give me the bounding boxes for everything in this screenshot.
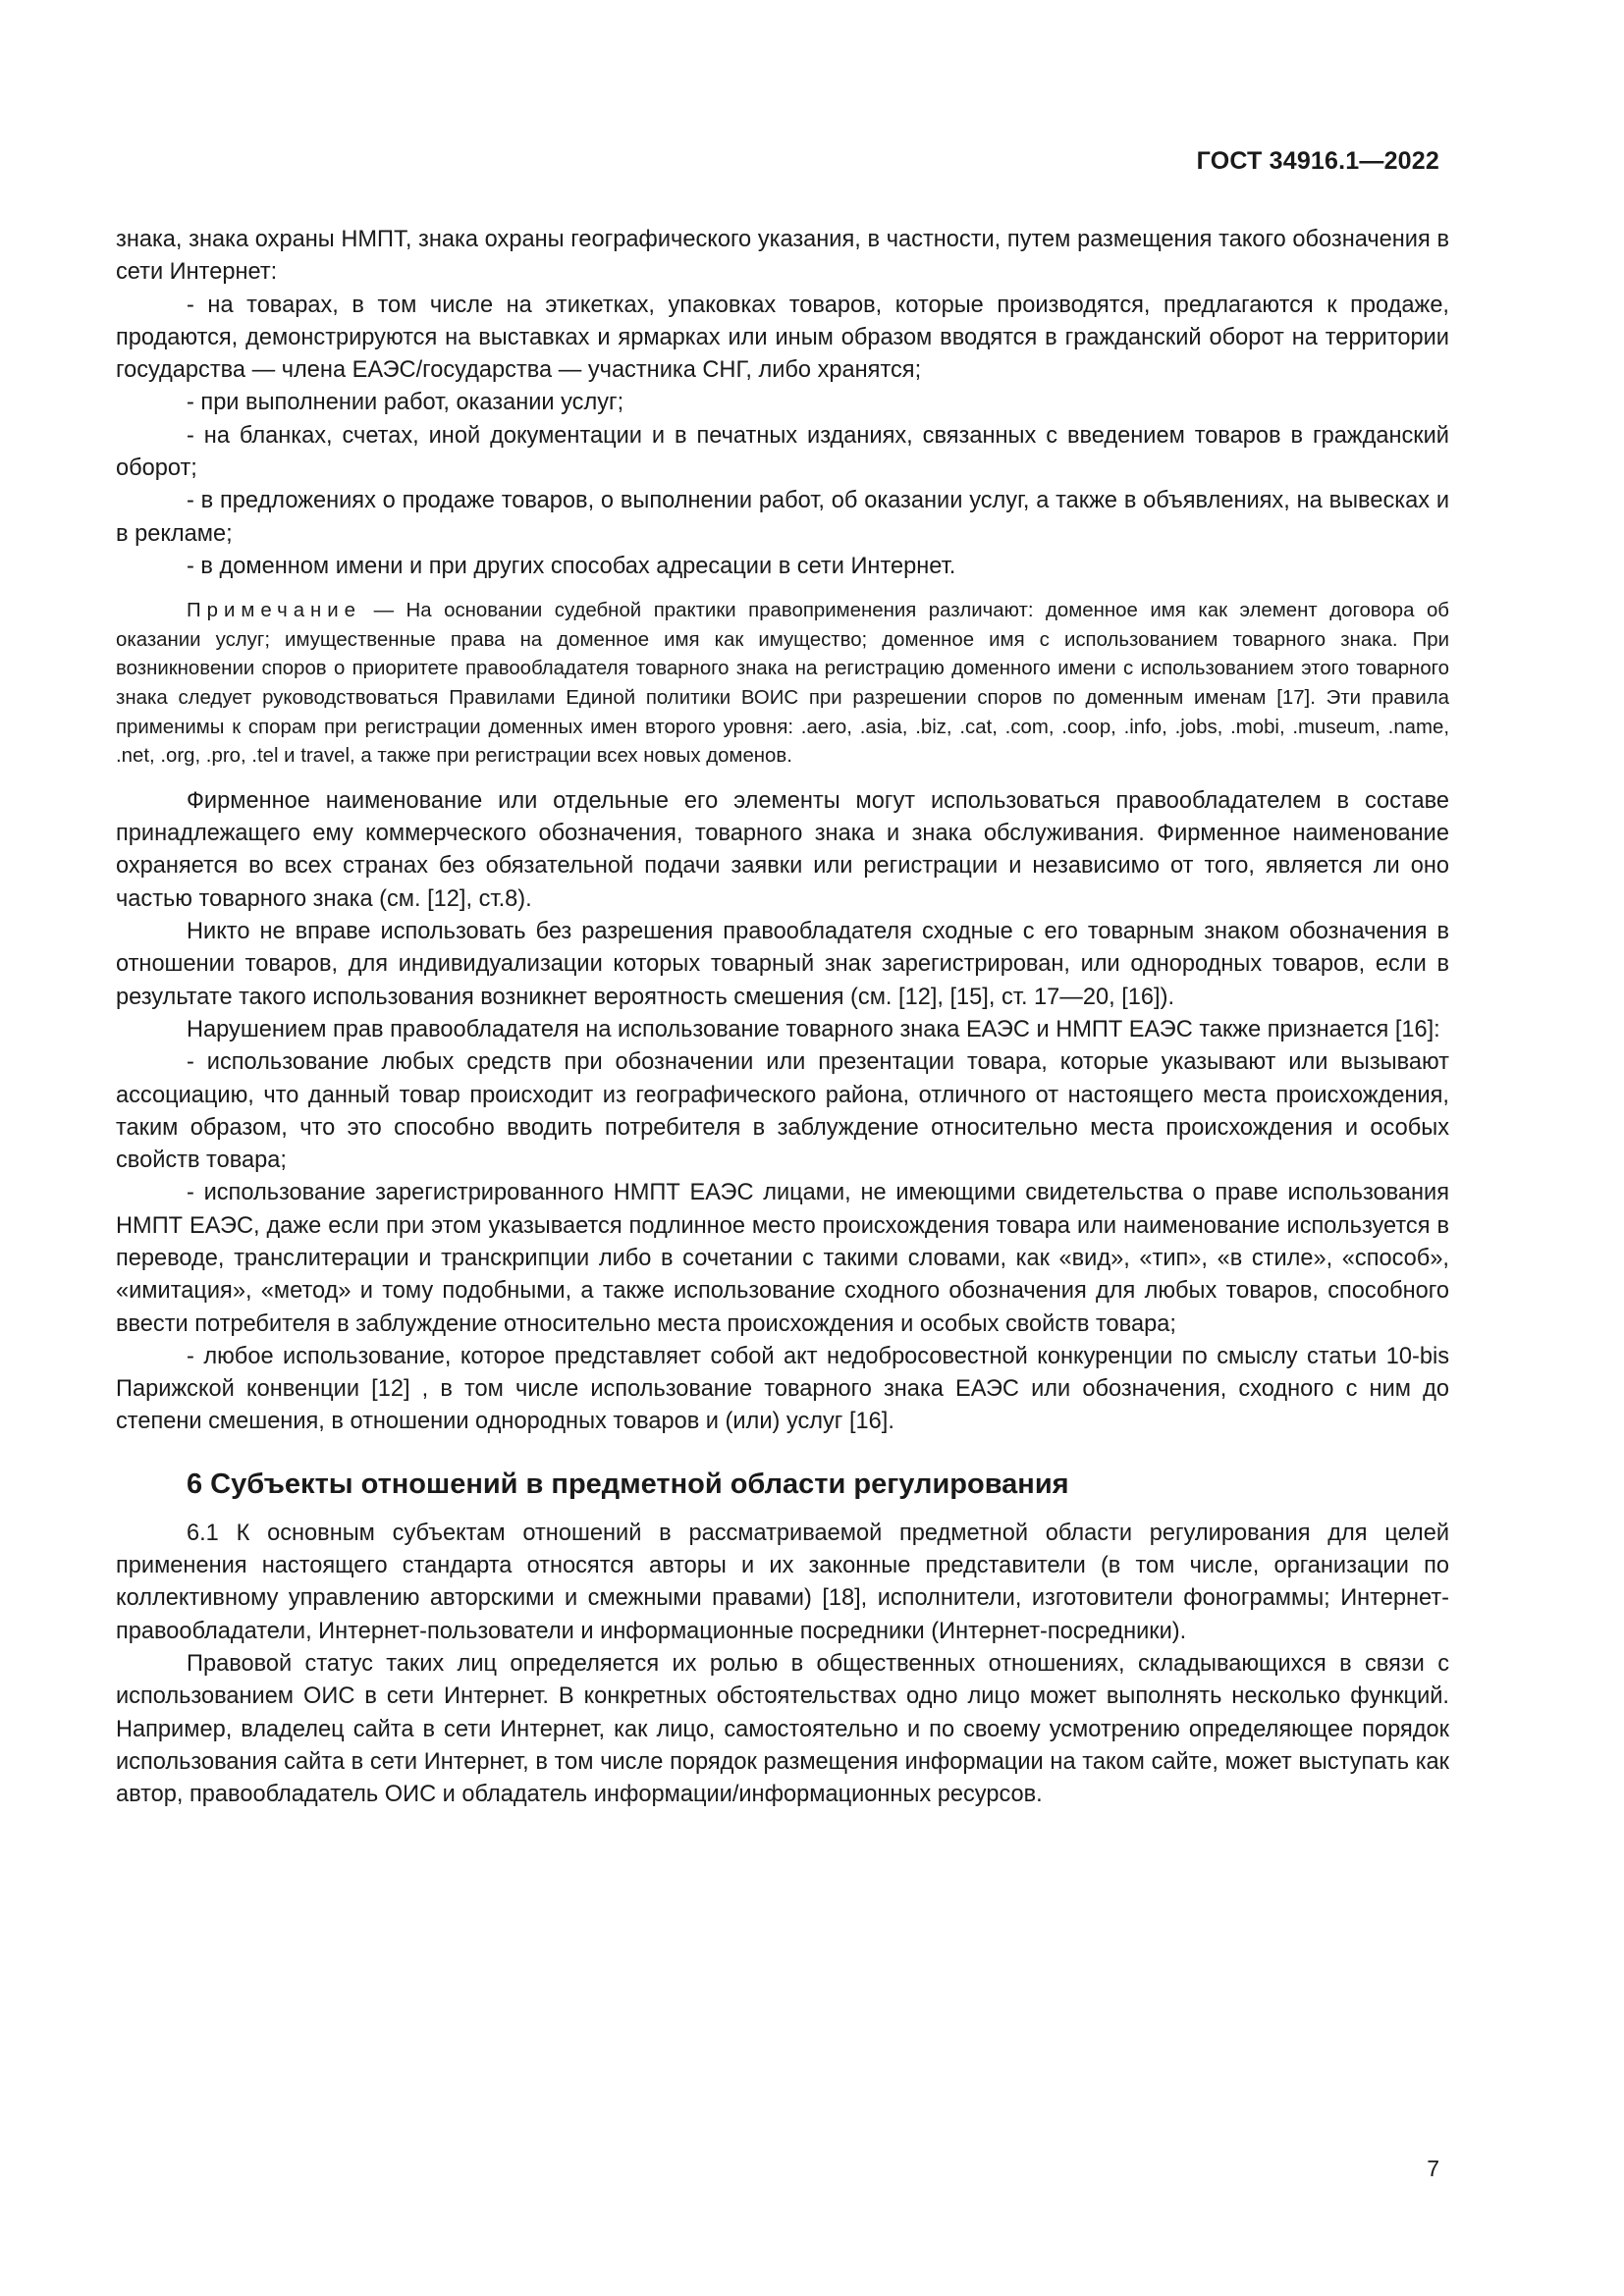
page-number: 7: [1427, 2156, 1439, 2181]
paragraph: Нарушением прав правообладателя на использование товарного знака ЕАЭС и НМПТ ЕАЭС также признается [16]:: [187, 1016, 1440, 1042]
paragraph: 6.1 К основным субъектам отношений в рассматриваемой предметной области регулирования для целей применения настоящего стандарта относятся авторы и их законные представители (в том числе, организации по коллективному управлению авторскими и смежными правами) [18], исполнители, изготовители фонограммы; Интернет-правообладатели, Интернет-пользователи и информационные посредники (Интернет-посредники).: [116, 1520, 1449, 1644]
list-item: - любое использование, которое представляет собой акт недобросовестной конкуренции по смыслу статьи 10-bis Парижской конвенции [12] , в том числе использование товарного знака ЕАЭС или обозначения, сходного с ним до степени смешения, в отношении однородных товаров и (или) услуг [16].: [116, 1343, 1449, 1435]
list-item: - в предложениях о продаже товаров, о выполнении работ, об оказании услуг, а также в объявлениях, на вывесках и в рекламе;: [116, 488, 1449, 547]
list-item: - при выполнении работ, оказании услуг;: [187, 390, 624, 416]
paragraph: Фирменное наименование или отдельные его элементы могут использоваться правообладателем в составе принадлежащего ему коммерческого обозначения, товарного знака и знака обслуживания. Фирменное наименование охраняется во всех странах без обязательной подачи заявки или регистрации и независимо от того, является ли оно частью товарного знака (см. [12], ст.8).: [116, 787, 1449, 912]
list-item: - использование любых средств при обозначении или презентации товара, которые указывают или вызывают ассоциацию, что данный товар происходит из географического района, отличного от настоящего места происхождения, таким образом, что это способно вводить потребителя в заблуждение относительно места происхождения и особых свойств товара;: [116, 1049, 1449, 1174]
section-heading: 6 Субъекты отношений в предметной области регулирования: [187, 1468, 1069, 1500]
list-item: - на бланках, счетах, иной документации и в печатных изданиях, связанных с введением товаров в гражданский оборот;: [116, 422, 1449, 482]
page-body: [116, 224, 1449, 1811]
paragraph: Никто не вправе использовать без разрешения правообладателя сходные с его товарным знаком обозначения в отношении товаров, для индивидуализации которых товарный знак зарегистрирован, или однородных товаров, если в результате такого использования возникнет вероятность смешения (см. [12], [15], ст. 17—20, [16]).: [116, 919, 1449, 1010]
note-label: Примечание: [187, 600, 362, 622]
note-block: [116, 597, 1449, 772]
paragraph-continuation: знака, знака охраны НМПТ, знака охраны географического указания, в частности, путем размещения такого обозначения в сети Интернет:: [116, 227, 1449, 286]
paragraph: Правовой статус таких лиц определяется их ролью в общественных отношениях, складывающихся в связи с использованием ОИС в сети Интернет. В конкретных обстоятельствах одно лицо может выполнять несколько функций. Например, владелец сайта в сети Интернет, как лицо, самостоятельно и по своему усмотрению определяющее порядок использования сайта в сети Интернет, в том числе порядок размещения информации на таком сайте, может выступать как автор, правообладатель ОИС и обладатель информации/информационных ресурсов.: [116, 1650, 1449, 1808]
list-item: - на товарах, в том числе на этикетках, упаковках товаров, которые производятся, предлагаются к продаже, продаются, демонстрируются на выставках и ярмарках или иным образом вводятся в гражданский оборот на территории государства — члена ЕАЭС/государства — участника СНГ, либо хранятся;: [116, 292, 1449, 384]
list-item: - в доменном имени и при других способах адресации в сети Интернет.: [187, 553, 956, 579]
note-text: — На основании судебной практики правоприменения различают: доменное имя как элемент договора об оказании услуг; имущественные права на доменное имя как имущество; доменное имя с использованием товарного знака. При возникновении споров о приоритете правообладателя товарного знака на регистрацию доменного имени с использованием этого товарного знака следует руководствоваться Правилами Единой политики ВОИС при разрешении споров по доменным именам [17]. Эти правила применимы к спорам при регистрации доменных имен второго уровня: .aero, .asia, .biz, .cat, .com, .coop, .info, .jobs, .mobi, .museum, .name, .net, .org, .pro, .tel и travel, а также при регистрации всех новых доменов.: [116, 600, 1449, 768]
list-item: - использование зарегистрированного НМПТ ЕАЭС лицами, не имеющими свидетельства о праве использования НМПТ ЕАЭС, даже если при этом указывается подлинное место происхождения товара или наименование используется в переводе, транслитерации и транскрипции либо в сочетании с такими словами, как «вид», «тип», «в стиле», «способ», «имитация», «метод» и тому подобными, а также использование сходного обозначения для любых товаров, способного ввести потребителя в заблуждение относительно места происхождения и особых свойств товара;: [116, 1180, 1449, 1337]
standard-header: ГОСТ 34916.1—2022: [1196, 147, 1439, 175]
